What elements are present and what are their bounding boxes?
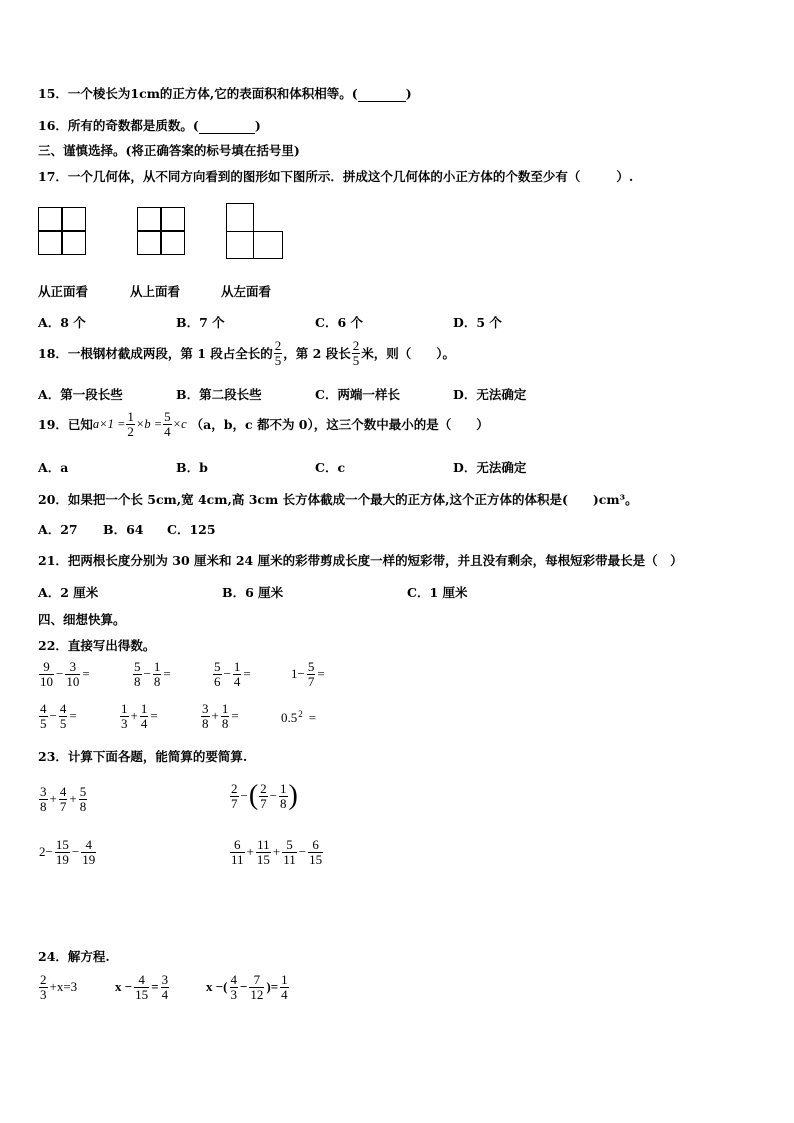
- q19-expr-2: ×b =: [135, 416, 163, 431]
- q24-equation-3: x −( $\frac{4}{3}$ − $\frac{7}{12}$ )= $\frac{1}{4}$: [206, 972, 288, 1002]
- q18-pre: 18．一根钢材截成两段，第 1 段占全长的: [38, 346, 273, 362]
- q18: [38, 339, 455, 367]
- q19-option-a[interactable]: A．a: [38, 460, 69, 475]
- q18-fraction-2: $\frac{2}{5}$: [352, 338, 360, 368]
- q21-option-c[interactable]: C．1 厘米: [407, 585, 468, 600]
- q17-close: ）.: [616, 169, 634, 184]
- q22-item-3: $\frac{5}{6}$ − $\frac{1}{4}$ =: [214, 659, 251, 689]
- q18-post: 米，则（ ）。: [361, 346, 455, 362]
- q17-option-c[interactable]: C．6 个: [315, 315, 363, 330]
- q15-answer-blank[interactable]: [358, 101, 406, 102]
- q19-post: （a，b，c 都不为 0），这三个数中最小的是（ ）: [190, 417, 489, 433]
- q21-text: 21．把两根长度分别为 30 厘米和 24 厘米的彩带剪成长度一样的短彩带，并且没有剩余，每根短彩带最长是（ ）: [38, 553, 683, 568]
- q22-title: 22．直接写出得数。: [38, 638, 156, 653]
- q20-option-b[interactable]: B．64: [103, 522, 144, 537]
- q15-text: 15．一个棱长为1cm的正方体,它的表面积和体积相等。(: [38, 86, 358, 101]
- q23-expr-1: $\frac{3}{8}$ + $\frac{4}{7}$ + $\frac{5}{8}$: [40, 784, 87, 814]
- q24-title: 24．解方程.: [38, 949, 110, 964]
- q17-option-d[interactable]: D．5 个: [453, 315, 502, 330]
- q22-item-8: 0.5 $^2$ =: [281, 709, 317, 725]
- q19-option-d[interactable]: D．无法确定: [453, 460, 527, 475]
- section-4-heading: 四、细想快算。: [38, 612, 126, 627]
- q16-close: ): [254, 118, 261, 133]
- q24-equation-2: x − $\frac{4}{15}$ = $\frac{3}{4}$: [115, 972, 169, 1002]
- q17-text: 17．一个几何体，从不同方向看到的图形如下图所示．拼成这个几何体的小正方体的个数至少有（: [38, 169, 581, 184]
- q22-item-6: $\frac{1}{3}$ + $\frac{1}{4}$ =: [121, 701, 158, 731]
- q19-expr-3: ×c: [172, 416, 187, 431]
- q15-close: ): [405, 86, 412, 101]
- q22-item-4: 1− $\frac{5}{7}$ =: [291, 659, 325, 689]
- q23-expr-4: $\frac{6}{11}$ + $\frac{11}{15}$ + $\frac{5}{11}$ − $\frac{6}{15}$: [231, 837, 323, 867]
- q18-option-a[interactable]: A．第一段长些: [38, 387, 123, 402]
- q22-item-7: $\frac{3}{8}$ + $\frac{1}{8}$ =: [202, 701, 239, 731]
- q19-option-c[interactable]: C．c: [315, 460, 346, 475]
- q19-option-b[interactable]: B．b: [176, 460, 208, 475]
- q23-expr-2: $\frac{2}{7}$ − ( $\frac{2}{7}$ − $\frac{1}{8}$ ): [231, 780, 298, 812]
- q19-pre: 19．已知: [38, 417, 93, 433]
- q23-title: 23．计算下面各题，能简算的要简算.: [38, 749, 248, 764]
- q18-option-d[interactable]: D．无法确定: [453, 387, 527, 402]
- view-label-left: 从左面看: [221, 284, 272, 299]
- q21-option-a[interactable]: A．2 厘米: [38, 585, 99, 600]
- q17-option-a[interactable]: A．8 个: [38, 315, 86, 330]
- q18-fraction-1: $\frac{2}{5}$: [274, 338, 282, 368]
- q20-text: 20．如果把一个长 5cm,宽 4cm,高 3cm 长方体截成一个最大的正方体,这个正方体的体积是( )cm³。: [38, 492, 638, 507]
- q16: [38, 116, 261, 134]
- q24-equation-1: $\frac{2}{3}$ +x=3: [40, 972, 78, 1002]
- section-3-heading: 三、谨慎选择。(将正确答案的标号填在括号里): [38, 143, 300, 158]
- q17-option-b[interactable]: B．7 个: [176, 315, 225, 330]
- q16-text: 16．所有的奇数都是质数。(: [38, 118, 199, 133]
- q22-item-5: $\frac{4}{5}$ − $\frac{4}{5}$ =: [40, 701, 77, 731]
- q19-expr-1: a×1 =: [92, 416, 126, 431]
- q18-option-b[interactable]: B．第二段长些: [176, 387, 262, 402]
- q19-fraction-2: $\frac{5}{4}$: [164, 409, 171, 439]
- view-label-top: 从上面看: [130, 284, 181, 299]
- q19-fraction-1: $\frac{1}{2}$: [127, 409, 134, 439]
- q18-option-c[interactable]: C．两端一样长: [315, 387, 400, 402]
- q16-answer-blank[interactable]: [199, 133, 255, 134]
- q19: [38, 410, 489, 438]
- q15: [38, 84, 412, 102]
- q17: [38, 167, 633, 185]
- q23-expr-3: 2− $\frac{15}{19}$ − $\frac{4}{19}$: [39, 837, 96, 867]
- q20-option-a[interactable]: A．27: [38, 522, 78, 537]
- view-label-front: 从正面看: [38, 284, 89, 299]
- q22-item-1: $\frac{9}{10}$ − $\frac{3}{10}$ =: [40, 659, 90, 689]
- q21-option-b[interactable]: B．6 厘米: [222, 585, 284, 600]
- q20-option-c[interactable]: C．125: [167, 522, 216, 537]
- q22-item-2: $\frac{5}{8}$ − $\frac{1}{8}$ =: [134, 659, 171, 689]
- q18-mid: ，第 2 段长: [283, 346, 351, 362]
